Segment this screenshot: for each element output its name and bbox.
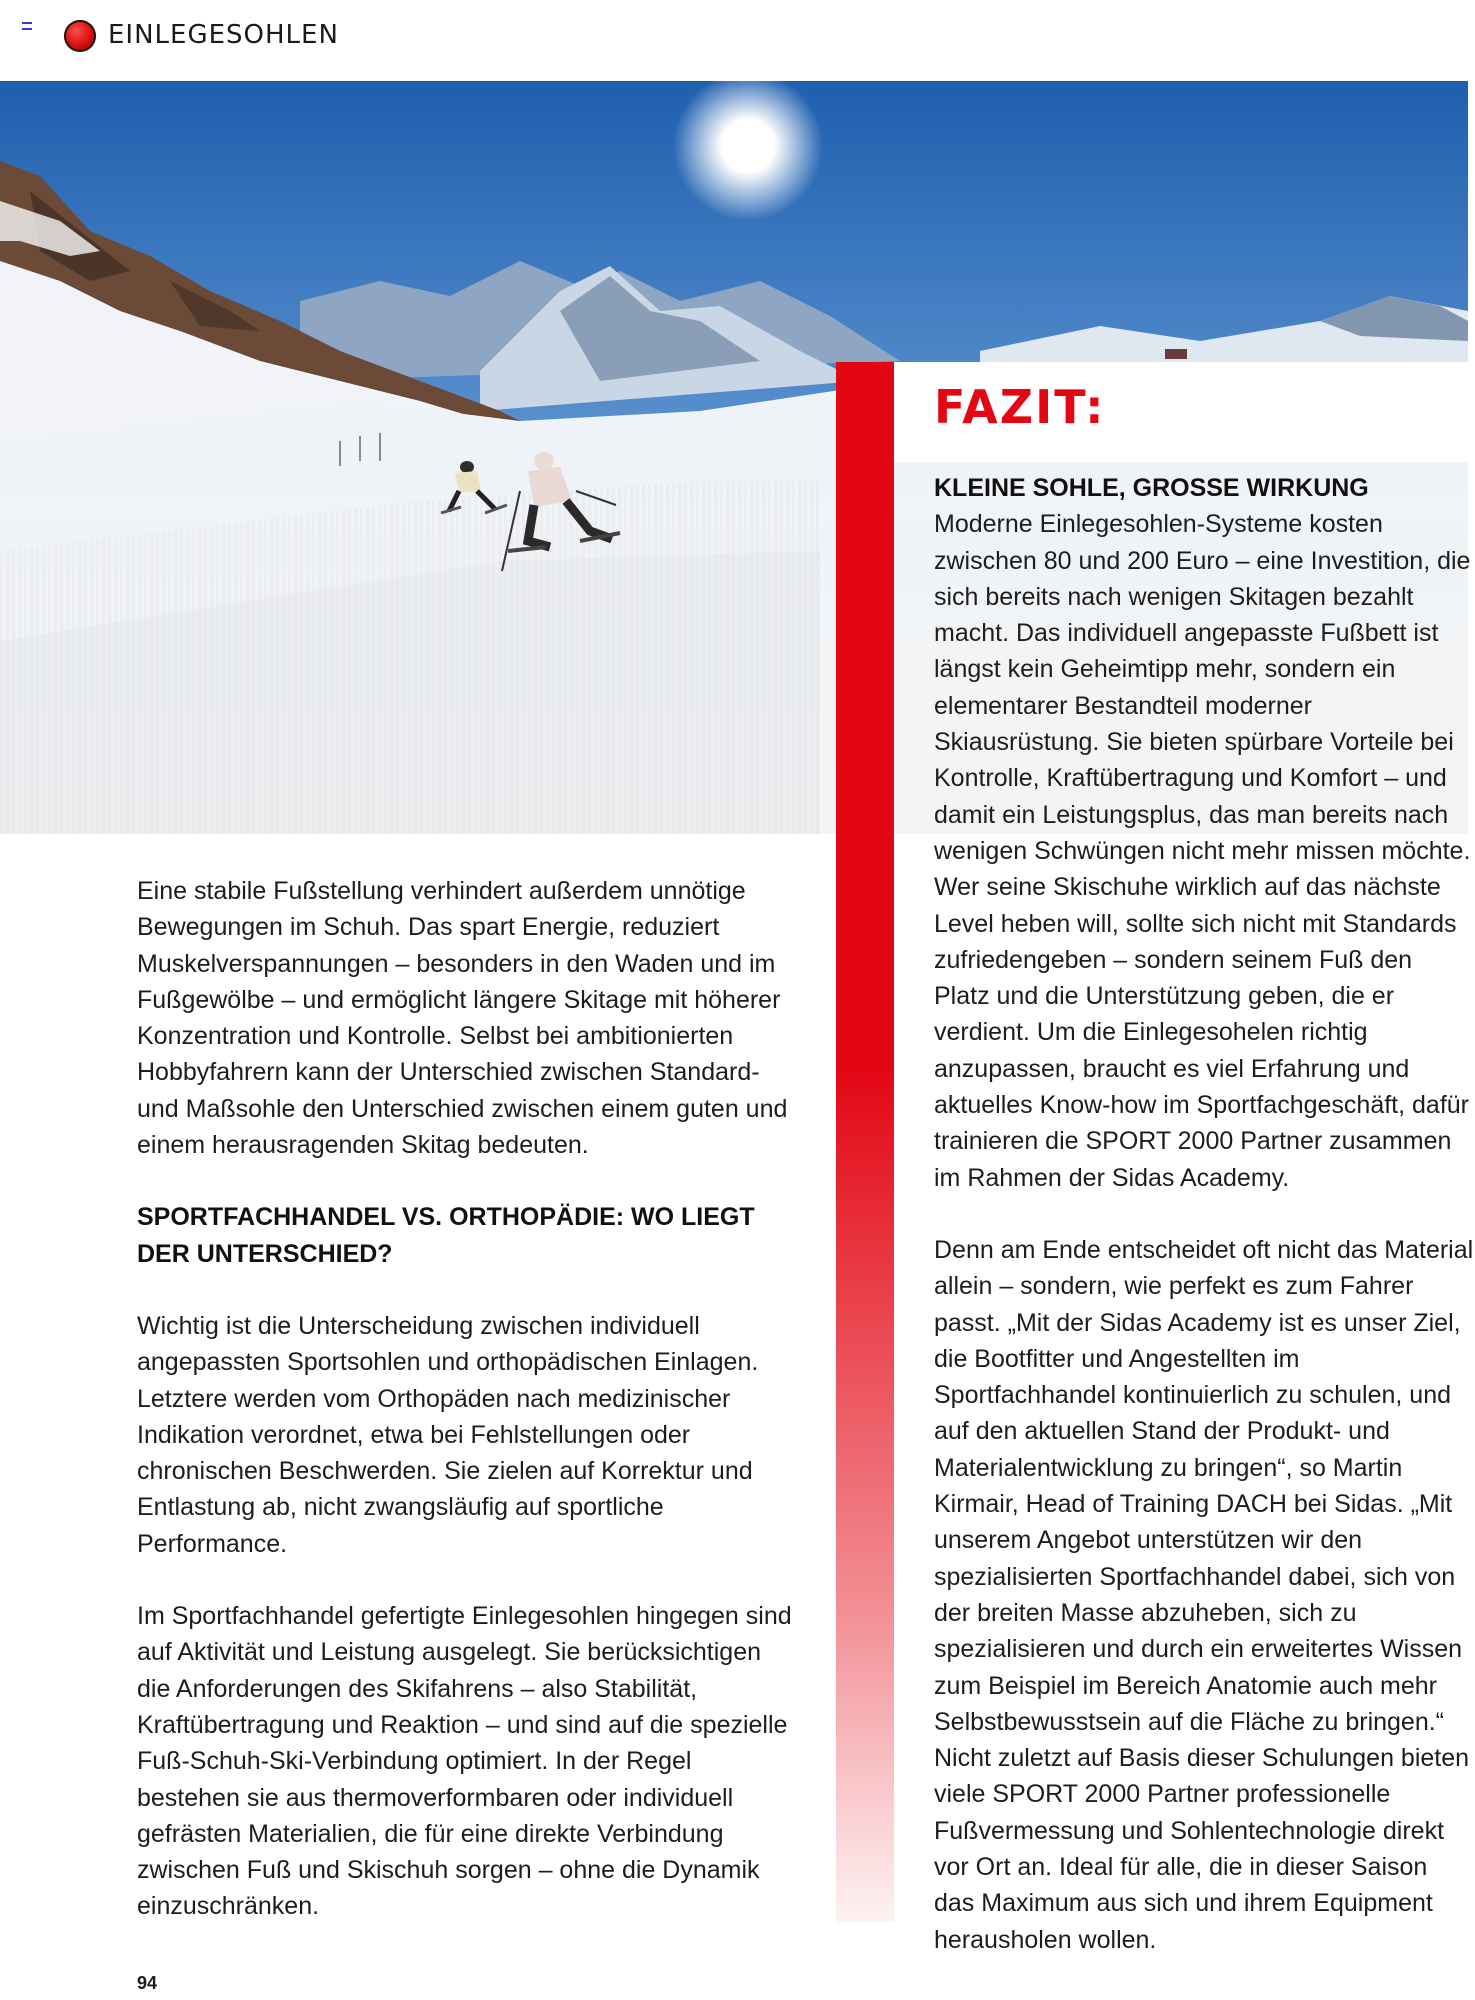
fazit-paragraph-2: Denn am Ende entscheidet oft nicht das Material allein – sondern, wie perfekt es zum Fahrer passt. „Mit der Sidas Academy ist es unser Ziel, die Bootfitter und Angestellten im Sportfachhandel kontinuierlich zu schulen, und auf den aktuellen Stand der Produkt- und Materialentwicklung zu bringen“, so Martin Kirmair, Head of Training DACH bei Sidas. „Mit unserem Angebot unterstützen wir den spezialisierten Sportfachhandel dabei, sich von der breiten Masse abzuheben, sich zu spezialisieren und durch ein erweitertes Wissen zum Beispiel im Bereich Anatomie auch mehr Selbstbewusstsein auf die Fläche zu bringen.“ Nicht zuletzt auf Basis dieser Schulungen bieten viele SPORT 2000 Partner professionelle Fußvermessung und Sohlentechnologie direkt vor Ort an. Ideal für alle, die in dieser Saison das Maximum aus sich und ihrem Equipment herausholen wollen. — [934, 1235, 1474, 1954]
menu-icon[interactable] — [22, 22, 32, 30]
page-number: 94 — [137, 1973, 158, 1993]
fazit-column — [934, 470, 1474, 1958]
section-title: EINLEGESOHLEN — [108, 20, 339, 50]
sport2000-logo — [64, 20, 96, 52]
left-paragraph-3: Im Sportfachhandel gefertigte Einlegesohlen hingegen sind auf Aktivität und Leistung ausgelegt. Sie berücksichtigen die Anforderungen des Skifahrens – also Stabilität, Kraftübertragung und Reaktion – und sind auf die spezielle Fuß-Schuh-Ski-Verbindung optimiert. In der Regel bestehen sie aus thermoverformbaren oder individuell gefrästen Materialien, die für eine direkte Verbindung zwischen Fuß und Skischuh sorgen – ohne die Dynamik einzuschränken. — [137, 1602, 792, 1921]
fazit-heading: FAZIT: — [934, 380, 1106, 434]
left-paragraph-2: Wichtig ist die Unterscheidung zwischen individuell angepassten Sportsohlen und orthopädischen Einlagen. Letztere werden vom Orthopäden nach medizinischer Indikation verordnet, etwa bei Fehlstellungen oder chronischen Beschwerden. Sie zielen auf Korrektur und Entlastung ab, nicht zwangsläufig auf sportliche Performance. — [137, 1311, 759, 1558]
fazit-paragraph-1: Moderne Einlegesohlen-Systeme kosten zwischen 80 und 200 Euro – eine Investition, die sich bereits nach wenigen Skitagen bezahlt macht. Das individuell angepasste Fußbett ist längst kein Geheimtipp mehr, sondern ein elementarer Bestandteil moderner Skiausrüstung. Sie bieten spürbare Vorteile bei Kontrolle, Kraftübertragung und Komfort – und damit ein Leistungsplus, das man bereits nach wenigen Schwüngen nicht mehr missen möchte. Wer seine Skischuhe wirklich auf das nächste Level heben will, sollte sich nicht mit Standards zufriedengeben – sondern seinem Fuß den Platz und die Unterstützung geben, die er verdient. Um die Einlegesohelen richtig anzupassen, braucht es viel Erfahrung und aktuelles Know-how im Sportfachgeschäft, dafür trainieren die SPORT 2000 Partner zusammen im Rahmen der Sidas Academy. — [934, 510, 1471, 1192]
fazit-subheading: KLEINE SOHLE, GROSSE WIRKUNG — [934, 474, 1369, 502]
decorative-stripe — [836, 362, 894, 1922]
left-column — [137, 873, 797, 1925]
left-heading: SPORTFACHHANDEL VS. ORTHOPÄDIE: WO LIEGT DER UNTERSCHIED? — [137, 1203, 755, 1268]
left-paragraph-1: Eine stabile Fußstellung verhindert außerdem unnötige Bewegungen im Schuh. Das spart Energie, reduziert Muskelverspannungen – besonders in den Waden und im Fußgewölbe – und ermöglicht längere Skitage mit höherer Konzentration und Kontrolle. Selbst bei ambitionierten Hobbyfahrern kann der Unterschied zwischen Standard- und Maßsohle den Unterschied zwischen einem guten und einem herausragenden Skitag bedeuten. — [137, 877, 788, 1160]
